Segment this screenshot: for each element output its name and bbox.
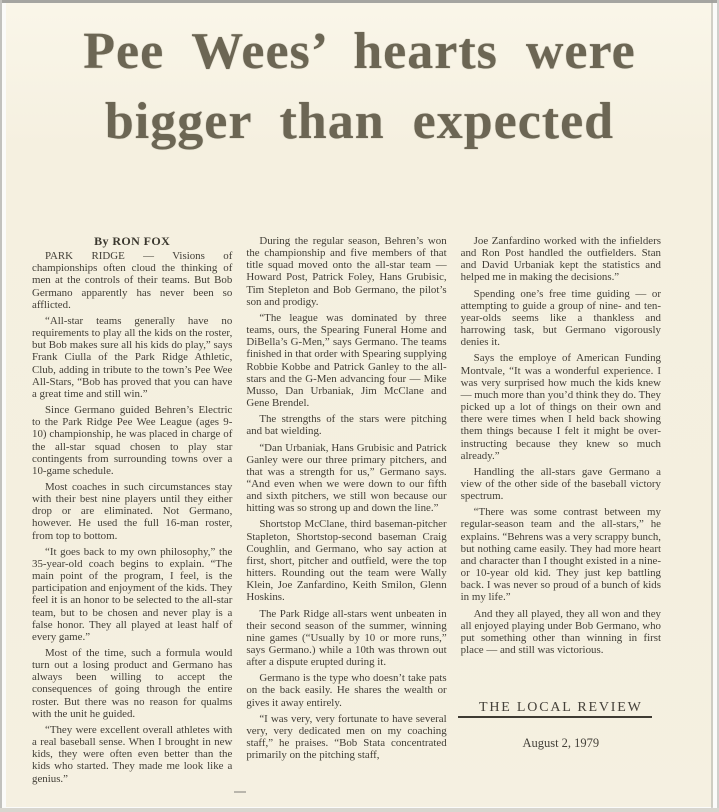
paragraph: Handling the all-stars gave Germano a view of the other side of the baseball victory spectrum.: [460, 465, 661, 503]
publication-footer: [461, 702, 661, 749]
paragraph: “They were excellent overall athletes with a real baseball sense. When I brought in new kids, they were often even better than the kids who started. They made me look like a genius.”: [32, 723, 233, 785]
headline-line-1: Pee Wees’ hearts were: [83, 23, 636, 80]
paragraph: Shortstop McClane, third baseman-pitcher Stapleton, Shortstop-second baseman Craig Coughlin, and Germano, who say action at first, short, pitcher and outfield, were the top hitters. Rounding out the team were Wally Klein, Joe Zanfardino, Keith Smilon, Glenn Hoskins.: [246, 518, 447, 604]
paragraph: “I was very, very fortunate to have several very, very dedicated men on my coaching staff,” he praises. “Bob Stata concentrated primarily on the pitching staff,: [246, 712, 447, 762]
paragraph: “There was some contrast between my regular-season team and the all-stars,” he explains. “Behrens was a very scrappy bunch, but nothing came easily. They had more heart and character than I thought existed in a nine-or 10-year old kid. They just kep battling back. I was never so proud of a bunch of kids in my life.”: [460, 506, 661, 604]
paragraph: “It goes back to my own philosophy,” the 35-year-old coach begins to explain. “The main point of the program, I feel, is the participation and enjoyment of the kids. They feel it is an honor to be selected to the all-star team, but to be chosen and never play is a false honor. They all played at least half of every game.”: [32, 545, 233, 643]
paragraph: Most of the time, such a formula would turn out a losing product and Germano has always been willing to accept the consequences of going through the entire roster. But there was no reason for qualms with the unit he guided.: [32, 647, 233, 720]
paragraph: The Park Ridge all-stars went unbeaten in their second season of the summer, winning nine games (“Usually by 10 or more runs,” says Germano.) while a 10th was thrown out after a dispute erupted during it.: [246, 607, 447, 669]
headline: [14, 17, 705, 157]
paragraph: “Dan Urbaniak, Hans Grubisic and Patrick Ganley were our three primary pitchers, and that was a strength for us,” Germano says. “And even when we were down to our fifth and sixth pitchers, we still won because our hitting was so strong up and down the line.”: [246, 441, 447, 515]
paragraph: Says the employe of American Funding Montvale, “It was a wonderful experience. I was very surprised how much the kids knew — much more than you’d think they do. They picked up a lot of things on their own and there were times when I held back showing them things because I felt it might be over-instructing because they knew so much already.”: [460, 352, 661, 462]
publication-date: August 2, 1979: [522, 736, 600, 751]
paragraph: PARK RIDGE — Visions of championships often cloud the thinking of men at the controls of their teams. But Bob Germano apparently has never been so afflicted.: [32, 250, 233, 311]
newspaper-clipping: [6, 3, 713, 807]
paragraph: The strengths of the stars were pitching and bat wielding.: [246, 413, 447, 438]
scan-stray-mark: [234, 791, 246, 793]
publication-name: THE LOCAL REVIEW: [479, 700, 643, 716]
publication-rule: [458, 716, 652, 718]
paragraph: Germano is the type who doesn’t take pats on the back easily. He shares the wealth or gives it away entirely.: [246, 672, 447, 709]
paragraph: “All-star teams generally have no requirements to play all the kids on the roster, but Bob makes sure all his kids do play,” says Frank Ciulla of the Park Ridge Athletic, Club, adding in tribute to the town’s Pee Wee All-Stars, “Bob has proved that you can have a great time and still win.”: [32, 314, 233, 400]
paragraph: Joe Zanfardino worked with the infielders and Ron Post handled the outfielders. Stan and David Urbaniak kept the statistics and helped me in making the decisions.”: [460, 235, 661, 284]
scan-edge-left: [0, 0, 2, 812]
paragraph: “The league was dominated by three teams, ours, the Spearing Funeral Home and DiBella’s G-Men,” says Germano. The teams finished in that order with Spearing supplying Robbie Kobbe and Patrick Ganley to the all-stars and the G-Men advancing four — Mike Musso, Dan Urbaniak, Jim McClane and Gene Brendel.: [246, 311, 447, 410]
column-3: [461, 235, 661, 785]
column-1: [32, 235, 232, 785]
paragraph: Most coaches in such circumstances stay with their best nine players until they either drop or are eliminated. Not Germano, however. He used the full 16-man roster, from top to bottom.: [32, 480, 233, 542]
article-columns: [32, 235, 661, 785]
paragraph: Spending one’s free time guiding — or attempting to guide a group of nine- and ten-year-olds seems like a thankless and harrowing task, but Germano vigorously denies it.: [460, 287, 661, 349]
scan-edge-bottom: [0, 808, 719, 812]
scan-edge-top: [0, 0, 719, 3]
scan-edge-right-line: [711, 0, 713, 812]
headline-line-2: bigger than expected: [104, 93, 615, 150]
column-2: [246, 235, 446, 785]
paragraph: Since Germano guided Behren’s Electric to the Park Ridge Pee Wee League (ages 9-10) championship, he was placed in charge of the all-star squad chosen to play star contingents from surrounding towns over a 10-game schedule.: [32, 404, 233, 477]
byline: By RON FOX: [94, 234, 171, 248]
paragraph: And they all played, they all won and they all enjoyed playing under Bob Germano, who put something other than winning in first place — and still was victorious.: [460, 607, 661, 656]
paragraph: During the regular season, Behren’s won the championship and five members of that title squad moved onto the all-star team — Howard Post, Patrick Foley, Hans Grubisic, Tim Stepleton and Bob Germano, the pilot’s son and prodigy.: [246, 235, 447, 308]
